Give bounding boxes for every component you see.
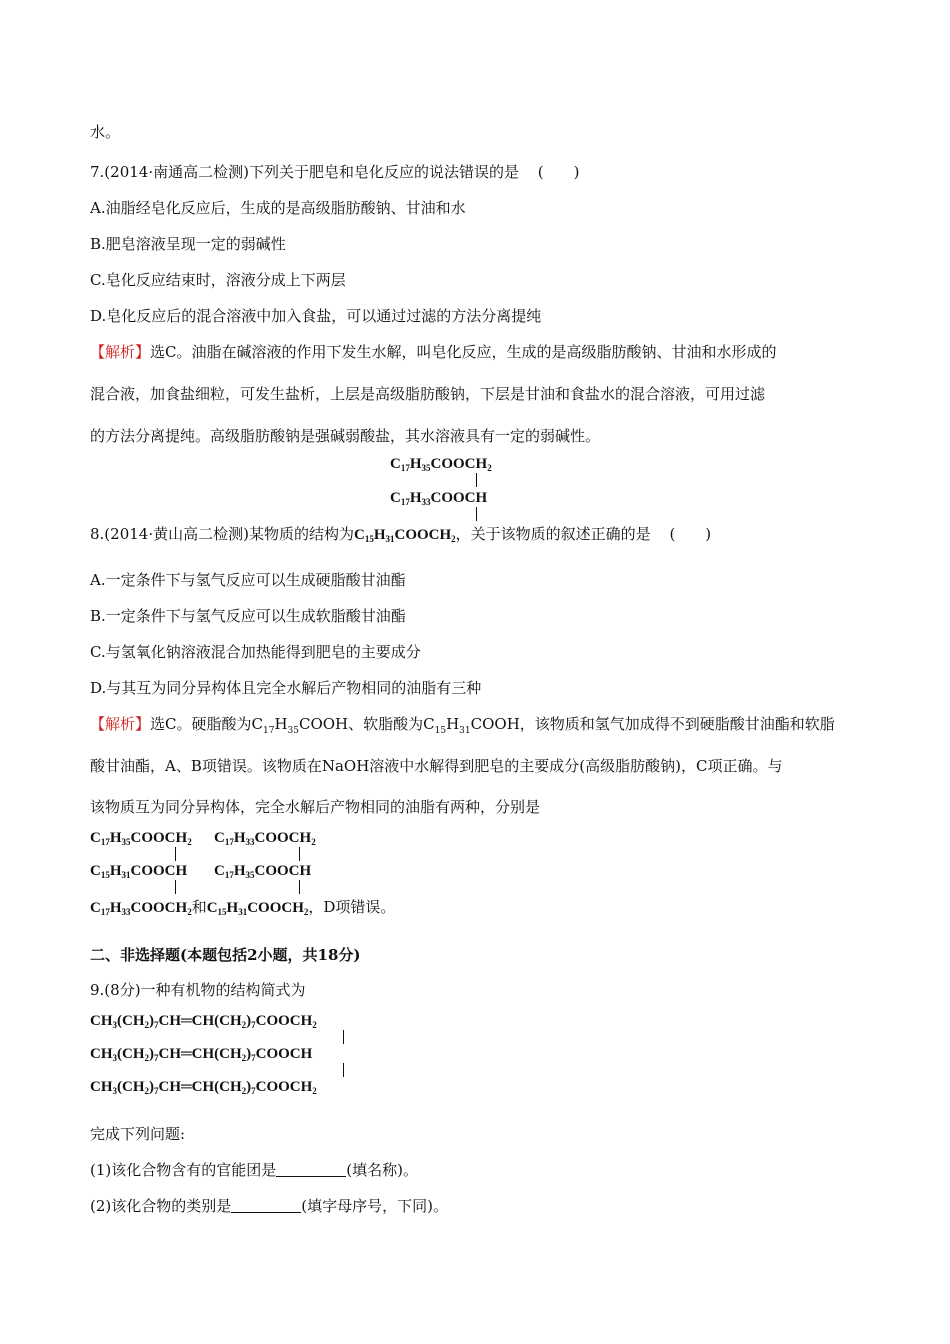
bond-line: [343, 1063, 344, 1077]
q8-structure-row-3: $C_{15}H_{31}COOCH_2$: [353, 527, 456, 544]
question-8-stem: [90, 524, 711, 544]
q8-analysis-line-3: 该物质互为同分异构体，完全水解后产物相同的油脂有两种，分别是: [90, 798, 541, 816]
answer-bracket: ( ): [537, 163, 580, 181]
q7-option-c: C.皂化反应结束时，溶液分成上下两层: [90, 271, 346, 289]
q8-structure-row-1: $C_{17}H_{35}COOCH_2$: [390, 456, 492, 473]
q8-option-b: B.一定条件下与氢气反应可以生成软脂酸甘油酯: [90, 607, 406, 625]
conjunction: 和: [191, 898, 207, 916]
bond-line: [299, 847, 300, 861]
analysis-text: 选C。油脂在碱溶液的作用下发生水解，叫皂化反应，生成的是高级脂肪酸钠、甘油和水形成的: [150, 343, 777, 361]
analysis-tag: 【解析】: [90, 715, 151, 733]
q7-analysis-line-1: [90, 342, 777, 362]
q9-instruction: 完成下列问题:: [90, 1125, 186, 1143]
iso-b-row-2: $C_{17}H_{35}COOCH$: [214, 863, 312, 880]
q7-option-d: D.皂化反应后的混合溶液中加入食盐，可以通过过滤的方法分离提纯: [90, 307, 542, 325]
q7-option-b: B.肥皂溶液呈现一定的弱碱性: [90, 235, 286, 253]
bond-line: [476, 507, 477, 521]
iso-a-row-2: $C_{15}H_{31}COOCH$: [90, 863, 188, 880]
q8-option-c: C.与氢氧化钠溶液混合加热能得到肥皂的主要成分: [90, 643, 421, 661]
q8-option-d: D.与其互为同分异构体且完全水解后产物相同的油脂有三种: [90, 679, 482, 697]
q8-analysis-line-1: 【解析】选C。硬脂酸为$C_{17}H_{35}COOH$、软脂酸为$C_{15}H_{31}COOH$，该物质和氢气加成得不到硬脂酸甘油酯和软脂: [90, 715, 835, 736]
answer-blank-2[interactable]: [231, 1198, 301, 1213]
bond-line: [343, 1030, 344, 1044]
iso-a-row-3: $C_{17}H_{33}COOCH_2$: [90, 900, 192, 917]
continued-text: 水。: [90, 123, 121, 141]
question-9-stem: 9.(8分)一种有机物的结构简式为: [90, 981, 306, 999]
analysis-tag: 【解析】: [90, 343, 151, 361]
section-title: 二、非选择题(本题包括2小题，共18分): [90, 946, 361, 964]
bond-line: [476, 473, 477, 487]
iso-b-row-1: $C_{17}H_{33}COOCH_2$: [214, 830, 316, 847]
isomer-bottom-row: [90, 897, 395, 917]
iso-a-row-1: $C_{17}H_{35}COOCH_2$: [90, 830, 192, 847]
question-8-text: 8.(2014·黄山高二检测)某物质的结构为: [90, 525, 354, 543]
question-7-stem: [90, 162, 579, 182]
q9-structure-row-2: $CH_3(CH_2)_7CH═CH(CH_2)_7COOCH$: [90, 1046, 313, 1063]
q9-subquestion-1: (1)该化合物含有的官能团是 (填名称)。: [90, 1161, 418, 1179]
bond-line: [175, 847, 176, 861]
answer-blank-1[interactable]: [276, 1162, 346, 1177]
question-7-text: 7.(2014·南通高二检测)下列关于肥皂和皂化反应的说法错误的是: [90, 163, 519, 181]
isomer-conclusion: ，D项错误。: [308, 898, 396, 916]
answer-bracket: ( ): [669, 525, 712, 543]
q7-analysis-line-3: 的方法分离提纯。高级脂肪酸钠是强碱弱酸盐，其水溶液具有一定的弱碱性。: [90, 427, 601, 445]
iso-b-row-3: $C_{15}H_{31}COOCH_2$: [206, 900, 309, 917]
bond-line: [299, 880, 300, 894]
q9-structure-row-1: $CH_3(CH_2)_7CH═CH(CH_2)_7COOCH_2$: [90, 1013, 317, 1030]
q9-structure-row-3: $CH_3(CH_2)_7CH═CH(CH_2)_7COOCH_2$: [90, 1079, 317, 1096]
q9-subquestion-2: (2)该化合物的类别是 (填字母序号，下同)。: [90, 1197, 448, 1215]
q8-analysis-line-2: 酸甘油酯，A、B项错误。该物质在NaOH溶液中水解得到肥皂的主要成分(高级脂肪酸钠)，C项正确。与: [90, 757, 783, 775]
question-8-text-end: ，关于该物质的叙述正确的是: [455, 525, 651, 543]
q7-analysis-line-2: 混合液，加食盐细粒，可发生盐析，上层是高级脂肪酸钠，下层是甘油和食盐水的混合溶液，可用过滤: [90, 385, 766, 403]
q8-structure-row-2: $C_{17}H_{33}COOCH$: [390, 490, 488, 507]
q8-option-a: A.一定条件下与氢气反应可以生成硬脂酸甘油酯: [90, 571, 406, 589]
bond-line: [175, 880, 176, 894]
q7-option-a: A.油脂经皂化反应后，生成的是高级脂肪酸钠、甘油和水: [90, 199, 466, 217]
